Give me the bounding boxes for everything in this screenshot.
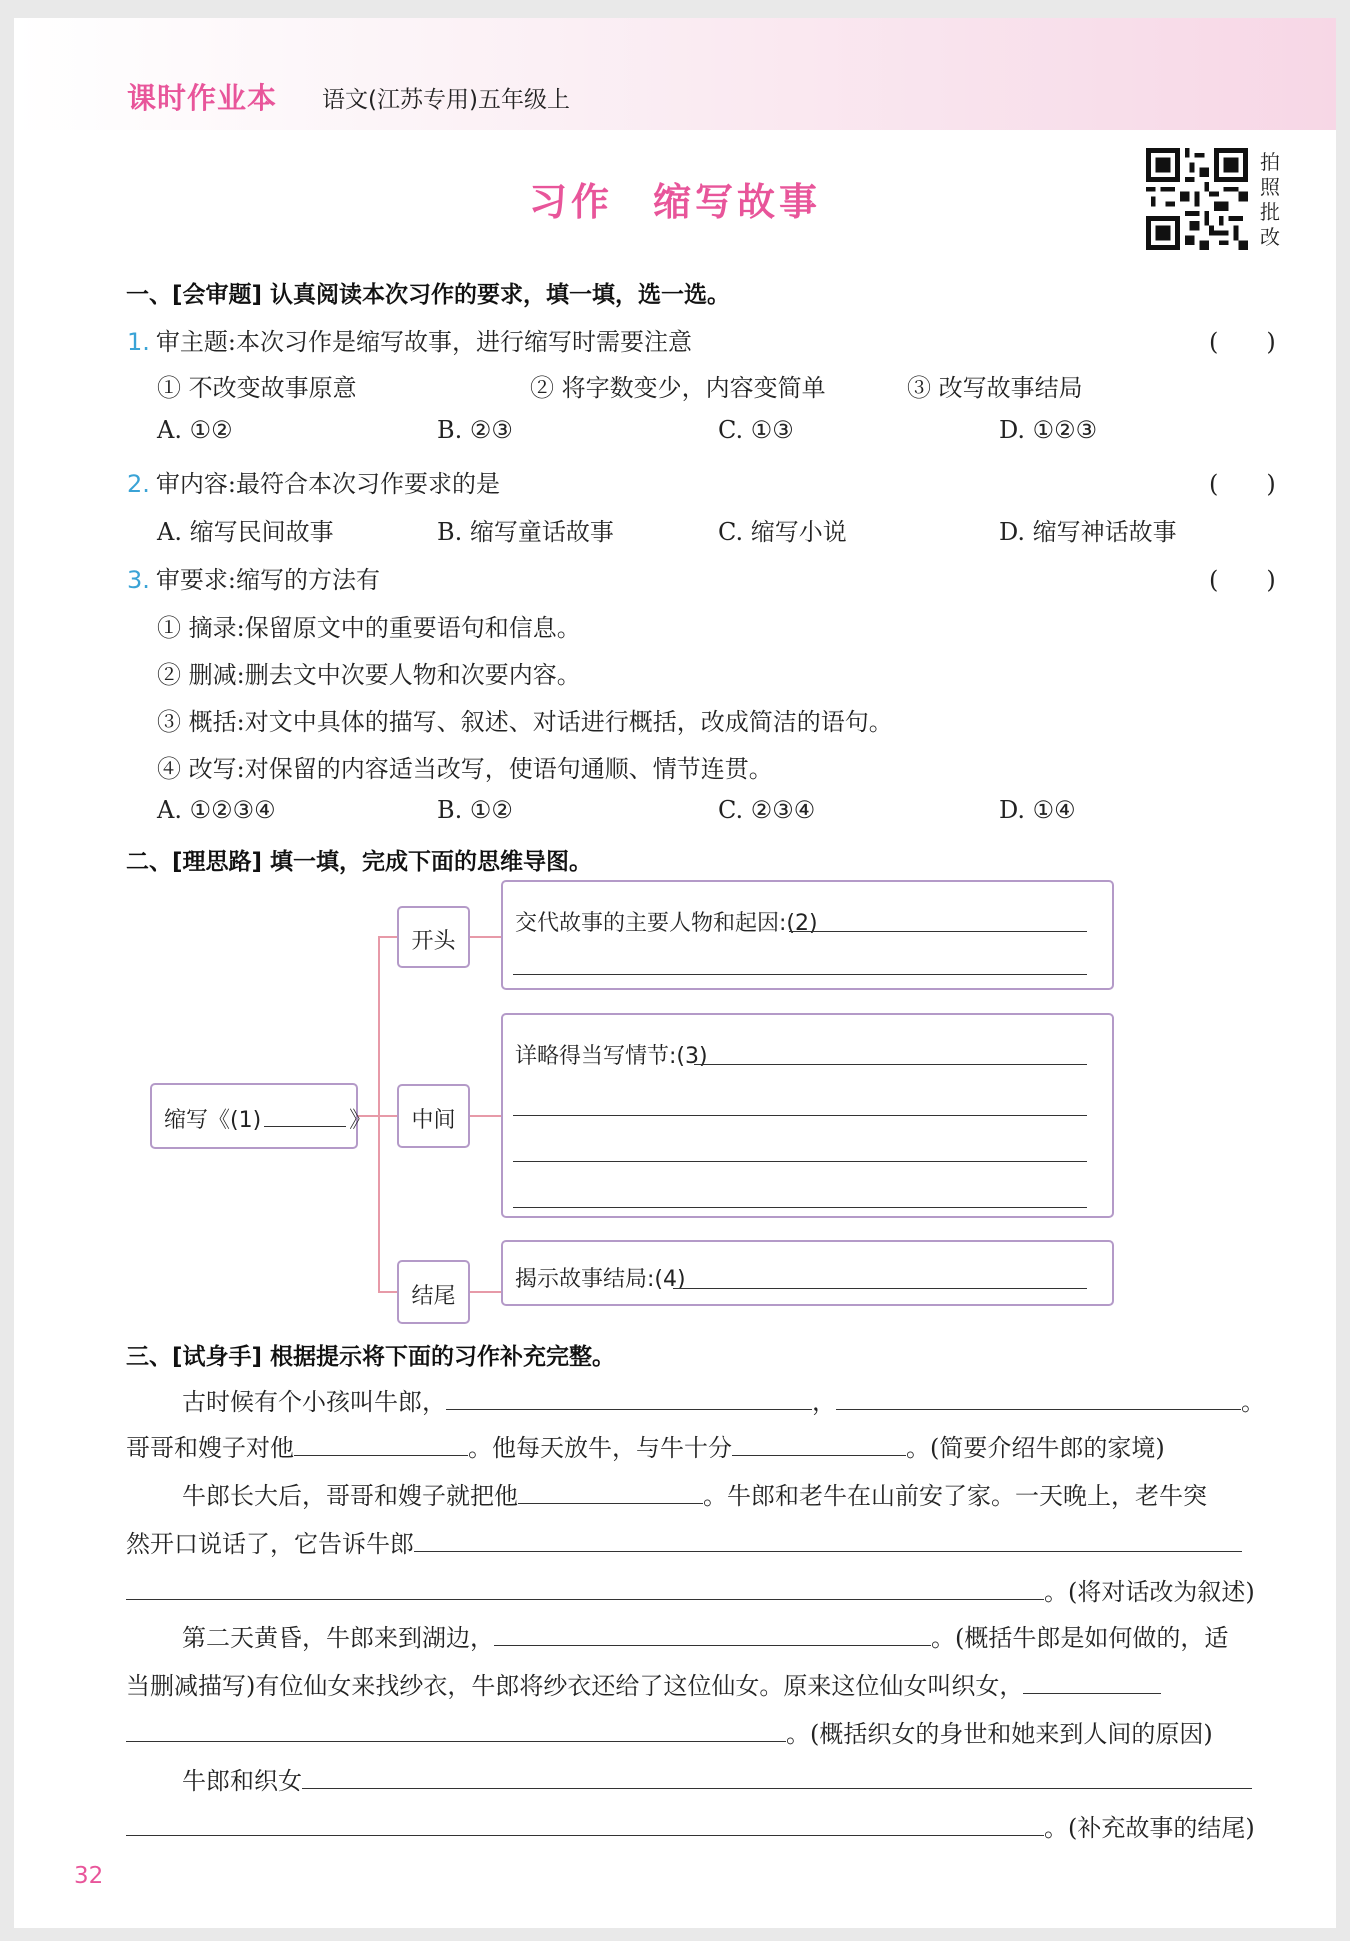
p1-line2: 哥哥和嫂子对他 。他每天放牛，与牛十分 。(简要介绍牛郎的家境): [126, 1428, 1165, 1463]
answer-paren-1[interactable]: ( ): [1209, 328, 1276, 356]
worksheet-page: [14, 18, 1336, 1928]
blank-2-line[interactable]: [513, 974, 1087, 975]
p3-line2: 当删减描写)有位仙女来找纱衣，牛郎将纱衣还给了这位仙女。原来这位仙女叫织女，: [126, 1666, 1161, 1701]
q1-option-a[interactable]: A. ①②: [157, 416, 233, 444]
fill-blank[interactable]: [294, 1430, 468, 1456]
question-1: 1. 审主题:本次习作是缩写故事，进行缩写时需要注意: [127, 328, 692, 356]
section3-heading: 三、[试身手] 根据提示将下面的习作补充完整。: [126, 1344, 616, 1370]
p1-line1: 古时候有个小孩叫牛郎， ， 。: [182, 1382, 1265, 1417]
fill-blank[interactable]: [446, 1384, 812, 1410]
blank-1[interactable]: [264, 1105, 346, 1127]
mindmap-branch-end: 结尾: [397, 1260, 470, 1324]
blank-3-line[interactable]: [513, 1115, 1087, 1116]
q3-option-a[interactable]: A. ①②③④: [157, 796, 276, 824]
q3-item: ③ 概括:对文中具体的描写、叙述、对话进行概括，改成简洁的语句。: [157, 708, 893, 736]
fill-blank[interactable]: [414, 1526, 1242, 1552]
page-number: 32: [74, 1863, 104, 1889]
q1-item: ③ 改写故事结局: [907, 374, 1083, 402]
p3-line1: 第二天黄昏，牛郎来到湖边， 。(概括牛郎是如何做的，适: [182, 1618, 1228, 1653]
fill-blank[interactable]: [126, 1574, 1044, 1600]
fill-blank[interactable]: [518, 1478, 703, 1504]
answer-paren-3[interactable]: ( ): [1209, 566, 1276, 594]
q3-option-b[interactable]: B. ①②: [437, 796, 513, 824]
fill-blank[interactable]: [494, 1620, 931, 1646]
q3-item: ① 摘录:保留原文中的重要语句和信息。: [157, 614, 581, 642]
q3-option-c[interactable]: C. ②③④: [718, 796, 816, 824]
brand-title: 课时作业本: [127, 81, 278, 115]
blank-3-line[interactable]: [513, 1161, 1087, 1162]
section1-heading: 一、[会审题] 认真阅读本次习作的要求，填一填，选一选。: [126, 282, 731, 308]
connector: [378, 1115, 398, 1117]
q2-option-c[interactable]: C. 缩写小说: [718, 518, 847, 546]
q1-option-b[interactable]: B. ②③: [437, 416, 513, 444]
p2-line1: 牛郎长大后，哥哥和嫂子就把他 。牛郎和老牛在山前安了家。一天晚上，老牛突: [182, 1476, 1207, 1511]
fill-blank[interactable]: [126, 1810, 1044, 1836]
p4-line1: 牛郎和织女: [182, 1761, 1252, 1796]
p4-line2: 。(补充故事的结尾): [126, 1808, 1255, 1843]
fill-blank[interactable]: [1023, 1668, 1161, 1694]
connector: [469, 1291, 501, 1293]
blank-4[interactable]: [673, 1288, 1087, 1289]
fill-blank[interactable]: [836, 1384, 1241, 1410]
q1-item: ② 将字数变少，内容变简单: [530, 374, 826, 402]
mindmap-content-middle: 详略得当写情节:(3): [501, 1013, 1114, 1218]
qr-code-icon[interactable]: [1146, 148, 1248, 250]
q2-option-a[interactable]: A. 缩写民间故事: [157, 518, 334, 546]
connector: [378, 936, 398, 938]
page-title: [14, 171, 1336, 226]
fill-blank[interactable]: [732, 1430, 906, 1456]
mindmap-content-start: 交代故事的主要人物和起因:(2): [501, 880, 1114, 990]
q1-item: ① 不改变故事原意: [157, 374, 357, 402]
p2-line3: 。(将对话改为叙述): [126, 1572, 1255, 1607]
connector: [469, 1115, 501, 1117]
q3-item: ② 删减:删去文中次要人物和次要内容。: [157, 661, 581, 689]
qr-caption: 拍 照 批 改: [1260, 150, 1280, 249]
fill-blank[interactable]: [126, 1716, 786, 1742]
title-part2: 缩写故事: [653, 180, 822, 224]
q3-item: ④ 改写:对保留的内容适当改写，使语句通顺、情节连贯。: [157, 755, 773, 783]
answer-paren-2[interactable]: ( ): [1209, 470, 1276, 498]
q3-option-d[interactable]: D. ①④: [999, 796, 1076, 824]
p2-line2: 然开口说话了，它告诉牛郎: [126, 1524, 1242, 1559]
blank-2[interactable]: [789, 931, 1087, 932]
connector: [469, 936, 501, 938]
blank-3[interactable]: [694, 1064, 1087, 1065]
section2-heading: 二、[理思路] 填一填，完成下面的思维导图。: [126, 849, 593, 875]
p3-line3: 。(概括织女的身世和她来到人间的原因): [126, 1714, 1213, 1749]
question-3: 3. 审要求:缩写的方法有: [127, 566, 380, 594]
q1-option-d[interactable]: D. ①②③: [999, 416, 1098, 444]
connector: [378, 1291, 398, 1293]
question-2: 2. 审内容:最符合本次习作要求的是: [127, 470, 500, 498]
mindmap-branch-start: 开头: [397, 906, 470, 968]
blank-3-line[interactable]: [513, 1207, 1087, 1208]
fill-blank[interactable]: [302, 1763, 1252, 1789]
mindmap-root: 缩写《(1) 》: [150, 1083, 358, 1149]
q1-option-c[interactable]: C. ①③: [718, 416, 794, 444]
q2-option-d[interactable]: D. 缩写神话故事: [999, 518, 1177, 546]
mindmap-content-end: 揭示故事结局:(4): [501, 1240, 1114, 1306]
mindmap-branch-middle: 中间: [397, 1084, 470, 1148]
subject-label: 语文(江苏专用)五年级上: [322, 87, 570, 113]
title-part1: 习作: [528, 180, 613, 224]
q2-option-b[interactable]: B. 缩写童话故事: [437, 518, 614, 546]
